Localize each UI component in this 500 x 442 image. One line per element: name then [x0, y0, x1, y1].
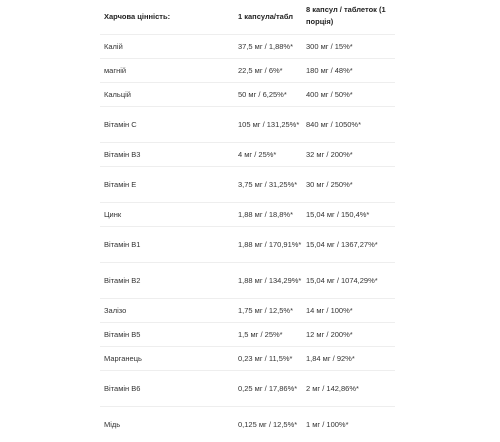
per-serving-value: 12 мг / 200%* — [306, 329, 353, 339]
nutrient-name: Вітамін B1 — [104, 239, 141, 249]
per-unit-value: 3,75 мг / 31,25%* — [238, 179, 298, 189]
table-row — [100, 58, 395, 82]
table-row — [100, 202, 395, 226]
per-unit-value: 22,5 мг / 6%* — [238, 65, 283, 75]
table-row — [100, 82, 395, 106]
nutrient-name: Мідь — [104, 419, 121, 429]
table-row — [100, 406, 395, 442]
per-serving-value: 1 мг / 100%* — [306, 419, 349, 429]
per-unit-value: 4 мг / 25%* — [238, 149, 277, 159]
per-serving-value: 30 мг / 250%* — [306, 179, 353, 189]
table-row — [100, 106, 395, 142]
per-unit-value: 1,88 мг / 18,8%* — [238, 209, 294, 219]
table-header — [100, 0, 395, 34]
table-row — [100, 166, 395, 202]
table-row — [100, 226, 395, 262]
per-unit-value: 1,88 мг / 170,91%* — [238, 239, 302, 249]
nutrient-name: Вітамін Е — [104, 179, 137, 189]
nutrient-name: Вітамін B6 — [104, 383, 141, 393]
header-per-serving: 8 капсул / таблеток (1 порція) — [306, 5, 386, 26]
per-serving-value: 14 мг / 100%* — [306, 305, 353, 315]
table-row — [100, 370, 395, 406]
nutrient-name: Марганець — [104, 353, 142, 363]
per-unit-value: 50 мг / 6,25%* — [238, 89, 287, 99]
nutrient-name: Вітамін B2 — [104, 275, 141, 285]
per-serving-value: 400 мг / 50%* — [306, 89, 353, 99]
header-nutrient: Харчова цінність: — [104, 12, 171, 21]
per-unit-value: 105 мг / 131,25%* — [238, 119, 300, 129]
per-unit-value: 0,25 мг / 17,86%* — [238, 383, 298, 393]
table-row — [100, 142, 395, 166]
nutrient-name: Вітамін B3 — [104, 149, 141, 159]
per-serving-value: 2 мг / 142,86%* — [306, 383, 359, 393]
nutrient-name: Кальцій — [104, 89, 131, 99]
nutrition-table — [100, 0, 395, 442]
nutrient-name: Калій — [104, 41, 123, 51]
per-unit-value: 0,125 мг / 12,5%* — [238, 419, 298, 429]
per-serving-value: 15,04 мг / 150,4%* — [306, 209, 370, 219]
per-serving-value: 32 мг / 200%* — [306, 149, 353, 159]
per-serving-value: 15,04 мг / 1367,27%* — [306, 239, 378, 249]
nutrient-name: Вітамін С — [104, 119, 137, 129]
per-serving-value: 15,04 мг / 1074,29%* — [306, 275, 378, 285]
table-row — [100, 262, 395, 298]
per-serving-value: 1,84 мг / 92%* — [306, 353, 355, 363]
per-unit-value: 0,23 мг / 11,5%* — [238, 353, 293, 363]
per-unit-value: 1,88 мг / 134,29%* — [238, 275, 302, 285]
nutrient-name: магній — [104, 65, 127, 75]
per-unit-value: 1,5 мг / 25%* — [238, 329, 283, 339]
per-serving-value: 180 мг / 48%* — [306, 65, 353, 75]
header-per-unit: 1 капсула/табл — [238, 12, 294, 21]
table-row — [100, 322, 395, 346]
per-serving-value: 300 мг / 15%* — [306, 41, 353, 51]
nutrient-name: Цинк — [104, 209, 122, 219]
per-unit-value: 1,75 мг / 12,5%* — [238, 305, 294, 315]
per-unit-value: 37,5 мг / 1,88%* — [238, 41, 294, 51]
table-row — [100, 34, 395, 58]
table-row — [100, 346, 395, 370]
nutrient-name: Вітамін B5 — [104, 329, 141, 339]
nutrient-name: Залізо — [104, 305, 127, 315]
per-serving-value: 840 мг / 1050%* — [306, 119, 362, 129]
table-row — [100, 298, 395, 322]
